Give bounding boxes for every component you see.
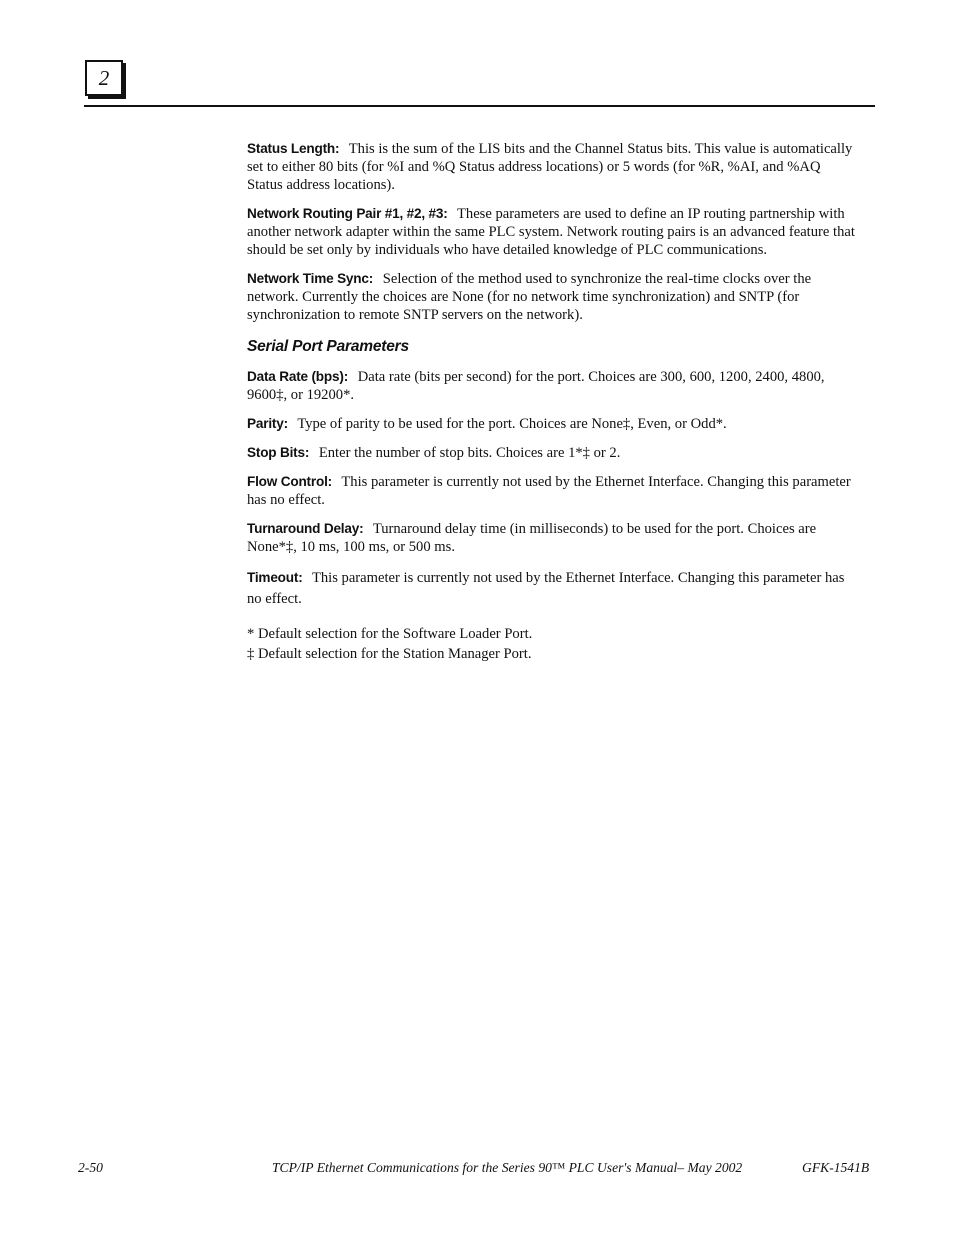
term-label: Network Routing Pair #1, #2, #3: bbox=[247, 206, 448, 221]
term-description: This parameter is currently not used by the Ethernet Interface. Changing this parameter has no effect. bbox=[247, 570, 845, 607]
stop-bits-para bbox=[247, 444, 859, 462]
turnaround-delay-para bbox=[247, 520, 859, 556]
term-description: Enter the number of stop bits. Choices are 1*‡ or 2. bbox=[318, 445, 621, 461]
chapter-number-box bbox=[85, 60, 123, 96]
header-rule bbox=[84, 105, 875, 107]
term-label: Turnaround Delay: bbox=[247, 521, 364, 536]
footnotes bbox=[247, 624, 859, 664]
footer-doc-id: GFK-1541B bbox=[802, 1160, 870, 1175]
status-length-para bbox=[247, 140, 859, 194]
footnote-software-loader: * Default selection for the Software Loader Port. bbox=[247, 626, 533, 642]
page-content bbox=[247, 140, 859, 664]
term-description: Type of parity to be used for the port. Choices are None‡, Even, or Odd*. bbox=[297, 416, 727, 432]
timeout-para bbox=[247, 567, 859, 610]
term-label: Data Rate (bps): bbox=[247, 369, 349, 384]
flow-control-para bbox=[247, 473, 859, 509]
footnote-station-manager: ‡ Default selection for the Station Manager Port. bbox=[247, 646, 532, 662]
footer-page-number: 2-50 bbox=[78, 1160, 103, 1175]
network-time-sync-para bbox=[247, 270, 859, 324]
term-label: Network Time Sync: bbox=[247, 271, 374, 286]
term-label: Stop Bits: bbox=[247, 445, 310, 460]
term-label: Parity: bbox=[247, 416, 288, 431]
term-description: Turnaround delay time (in milliseconds) to be used for the port. Choices are None*‡, 10 ms, 100 ms, or 500 ms. bbox=[247, 521, 817, 555]
term-description: Selection of the method used to synchronize the real-time clocks over the network. Currently the choices are None (for no network time synchronization) and SNTP (for synchronization to remote SNTP servers on the network). bbox=[247, 271, 812, 323]
network-routing-para bbox=[247, 205, 859, 259]
term-description: This parameter is currently not used by the Ethernet Interface. Changing this parameter has no effect. bbox=[247, 474, 851, 508]
term-description: This is the sum of the LIS bits and the Channel Status bits. This value is automatically set to either 80 bits (for %I and %Q Status address locations) or 5 words (for %R, %AI, and %AQ Status address locations). bbox=[247, 141, 853, 193]
section-heading: Serial Port Parameters bbox=[247, 338, 409, 355]
term-label: Status Length: bbox=[247, 141, 340, 156]
term-description: These parameters are used to define an IP routing partnership with another network adapter within the same PLC system. Network routing pairs is an advanced feature that should be set only by individuals who have detailed knowledge of PLC communications. bbox=[247, 206, 855, 258]
term-label: Timeout: bbox=[247, 570, 303, 585]
term-label: Flow Control: bbox=[247, 474, 332, 489]
term-description: Data rate (bits per second) for the port. Choices are 300, 600, 1200, 2400, 4800, 9600‡, or 19200*. bbox=[247, 369, 825, 403]
footer-title: TCP/IP Ethernet Communications for the Series 90™ PLC User's Manual– May 2002 bbox=[272, 1160, 743, 1175]
parity-para bbox=[247, 415, 859, 433]
data-rate-para bbox=[247, 368, 859, 404]
chapter-number: 2 bbox=[98, 65, 110, 90]
